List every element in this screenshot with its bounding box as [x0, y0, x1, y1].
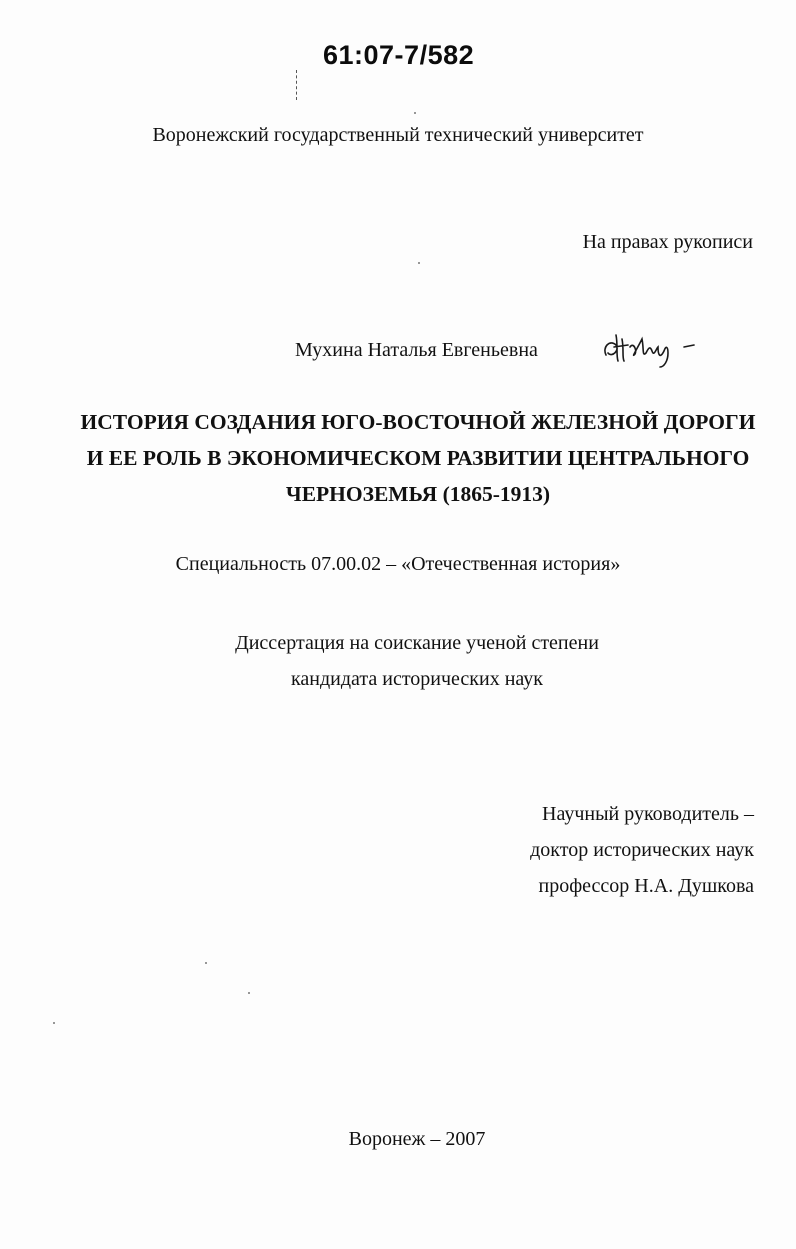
- supervisor-name: профессор Н.А. Душкова: [538, 875, 754, 897]
- degree-line-1: Диссертация на соискание ученой степени: [235, 632, 599, 654]
- thesis-title-line-3: ЧЕРНОЗЕМЬЯ (1865-1913): [285, 482, 551, 506]
- degree-statement: [0, 625, 796, 697]
- scan-speck: [205, 962, 207, 964]
- city-year: Воронеж – 2007: [348, 1128, 486, 1150]
- thesis-title-line-1: ИСТОРИЯ СОЗДАНИЯ ЮГО-ВОСТОЧНОЙ ЖЕЛЕЗНОЙ ДОРОГИ: [80, 410, 756, 434]
- scan-speck: [418, 262, 420, 264]
- scan-speck: [53, 1022, 55, 1024]
- rights-note: На правах рукописи: [582, 231, 753, 253]
- degree-line-2: кандидата исторических наук: [290, 668, 544, 690]
- scan-speck: [414, 112, 416, 114]
- thesis-title-line-2: И ЕЕ РОЛЬ В ЭКОНОМИЧЕСКОМ РАЗВИТИИ ЦЕНТРАЛЬНОГО: [86, 446, 750, 470]
- supervisor-degree: доктор исторических наук: [530, 839, 754, 861]
- supervisor-block: [530, 796, 754, 904]
- catalog-number: 61:07-7/582: [323, 40, 475, 70]
- specialty: Специальность 07.00.02 – «Отечественная история»: [175, 553, 621, 575]
- signature-image: [598, 325, 708, 370]
- thesis-title: [60, 404, 776, 512]
- stamp-mark: [296, 70, 299, 100]
- scan-speck: [248, 992, 250, 994]
- institution-name: Воронежский государственный технический университет: [152, 124, 644, 146]
- author-name: Мухина Наталья Евгеньевна: [295, 339, 538, 361]
- supervisor-role: Научный руководитель –: [542, 803, 754, 825]
